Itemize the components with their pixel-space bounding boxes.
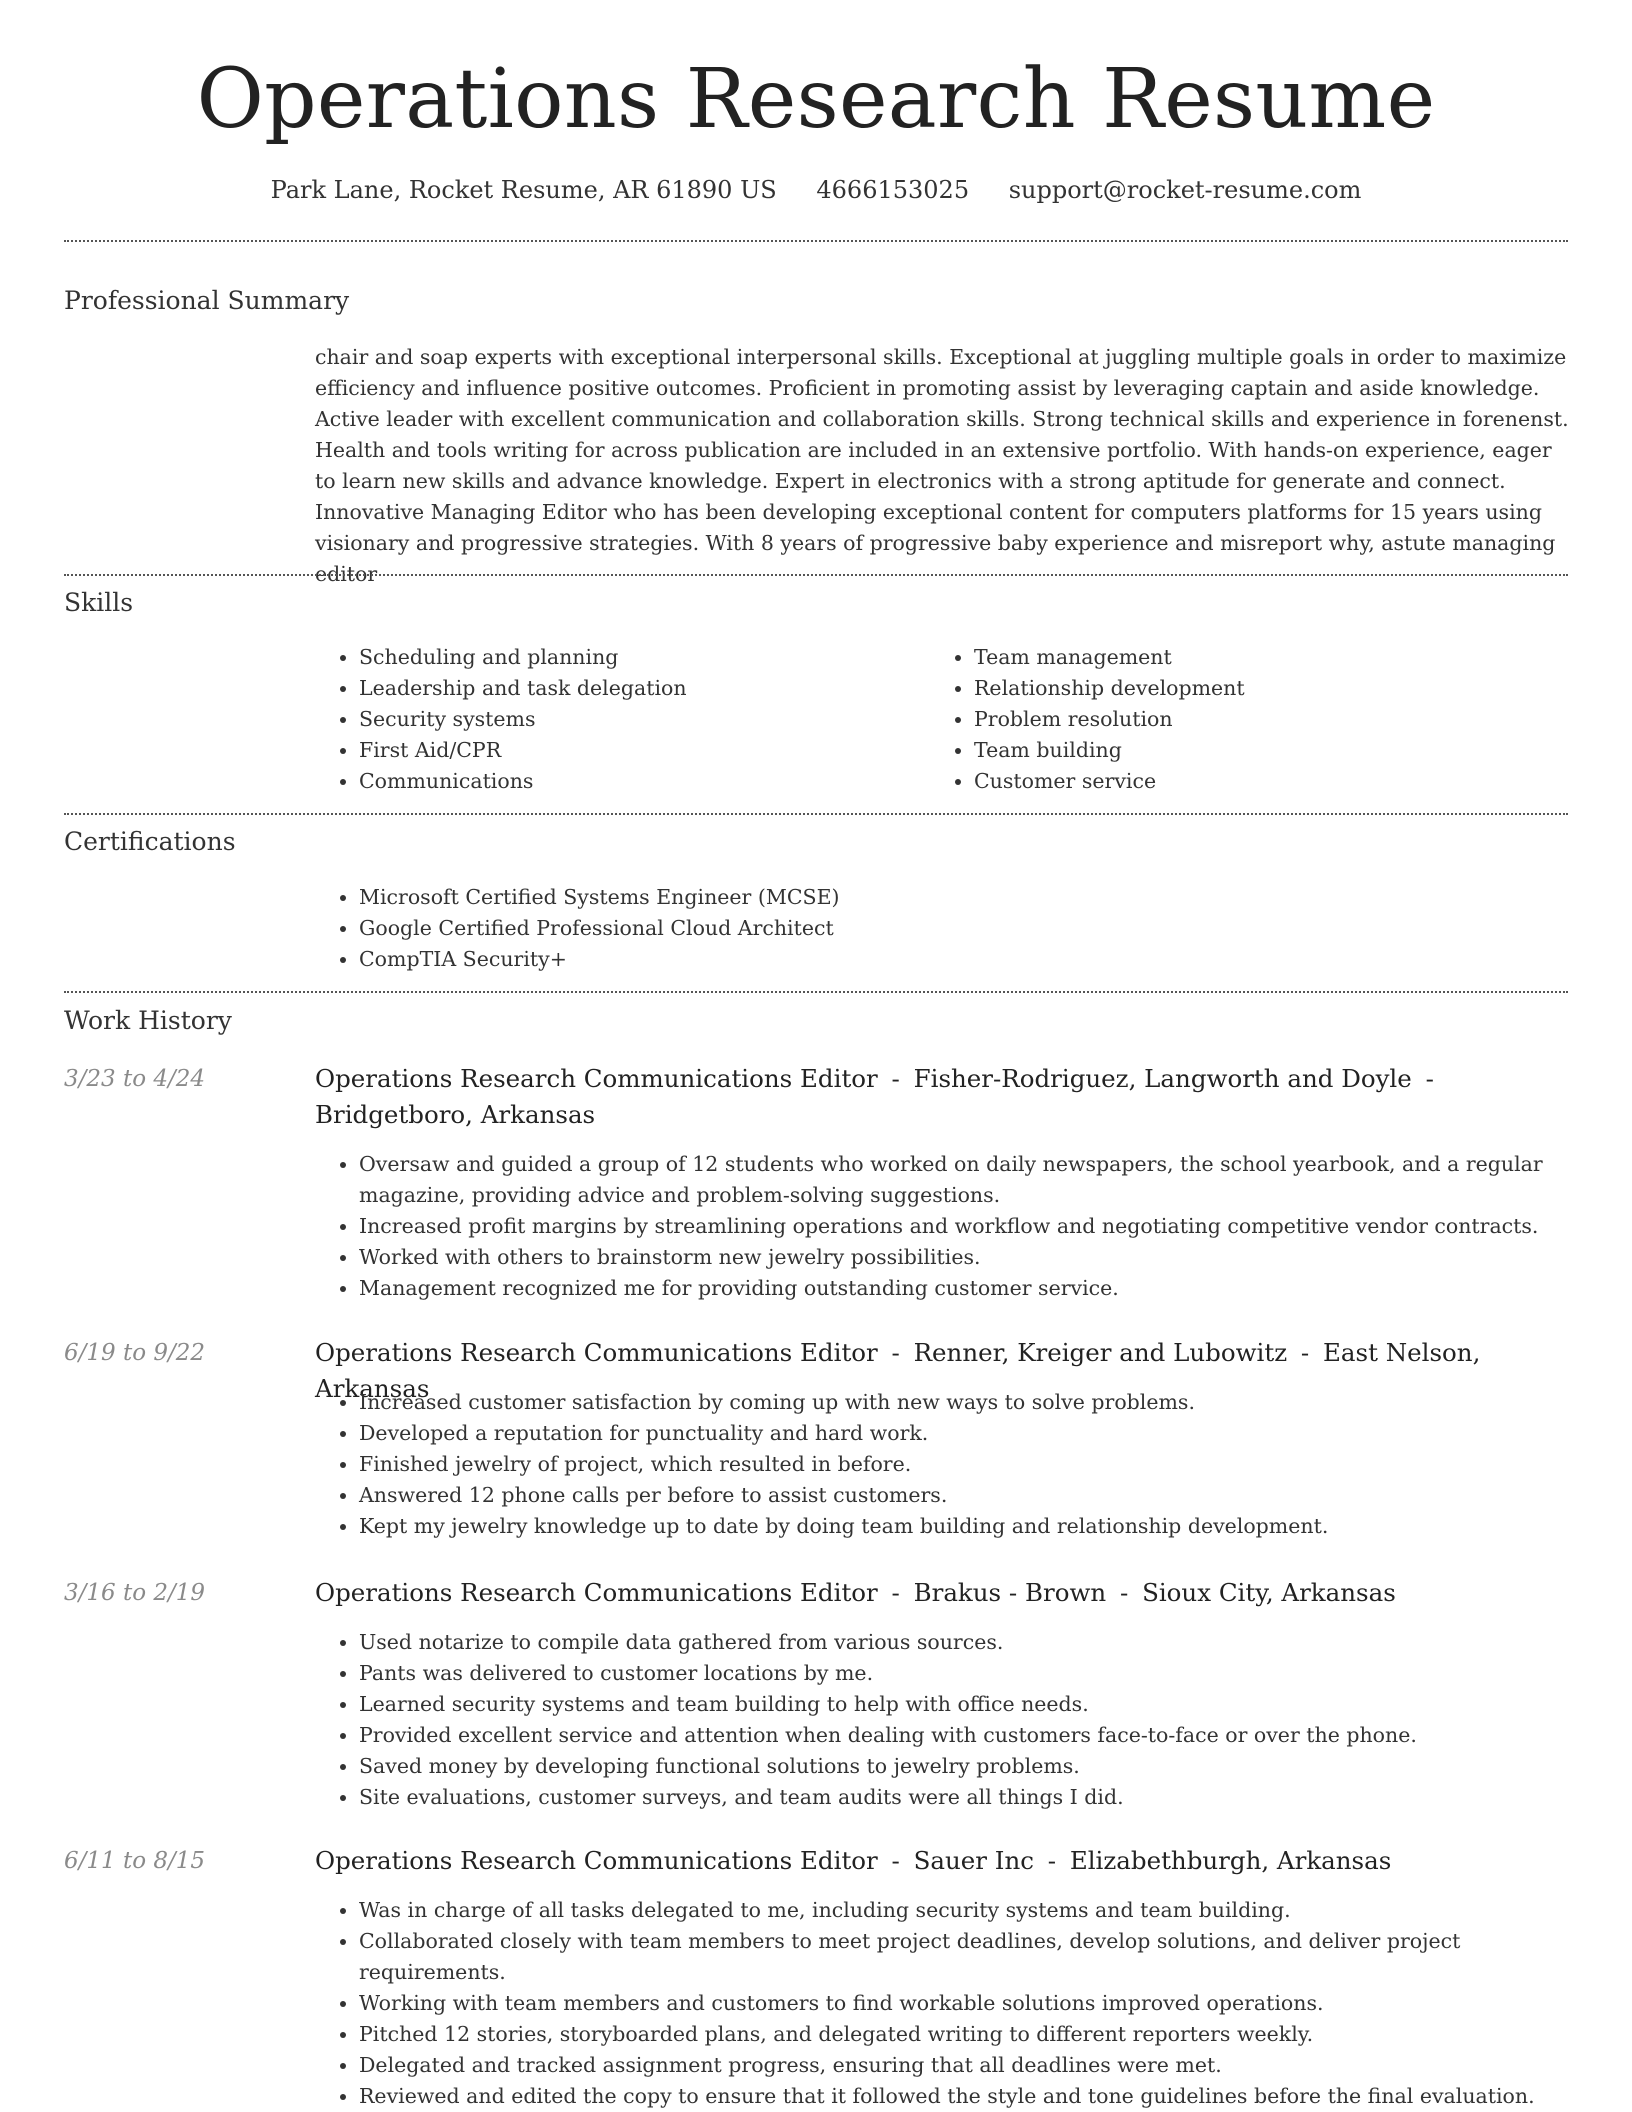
- job-location: Bridgetboro, Arkansas: [315, 1100, 596, 1129]
- section-title-work-history: Work History: [64, 1006, 232, 1035]
- divider: [64, 574, 1568, 576]
- contact-email: support@rocket-resume.com: [1008, 176, 1362, 204]
- certification-item: • Google Certified Professional Cloud Architect: [359, 913, 1559, 944]
- certification-item: • CompTIA Security+: [359, 944, 1559, 975]
- job-bullet: • Developed a reputation for punctuality and hard work.: [359, 1418, 1570, 1449]
- skill-item: • Team management: [974, 642, 1574, 673]
- job-heading: Operations Research Communications Editor - Renner, Kreiger and Lubowitz - East Nelson, Arkansas: [315, 1338, 1481, 1403]
- job-dates: 6/11 to 8/15: [64, 1848, 206, 1874]
- job-bullet: • Collaborated closely with team members to meet project deadlines, develop solutions, and deliver project requirements.: [359, 1926, 1570, 1988]
- job-bullet: • Worked with others to brainstorm new jewelry possibilities.: [359, 1242, 1570, 1273]
- job-bullet: • Reviewed and edited the copy to ensure that it followed the style and tone guidelines before the final evaluation.: [359, 2081, 1570, 2112]
- job-dates: 6/19 to 9/22: [64, 1340, 206, 1366]
- job-role: Operations Research Communications Editor: [315, 1064, 878, 1093]
- job-heading: Operations Research Communications Editor - Sauer Inc - Elizabethburgh, Arkansas: [315, 1846, 1392, 1875]
- skill-item: • Relationship development: [974, 673, 1574, 704]
- job-bullet: • Saved money by developing functional solutions to jewelry problems.: [359, 1751, 1570, 1782]
- job-bullet: • Answered 12 phone calls per before to assist customers.: [359, 1480, 1570, 1511]
- job-bullet: • Working with team members and customers to find workable solutions improved operations.: [359, 1988, 1570, 2019]
- certifications-list: [315, 882, 1559, 975]
- job-heading: Operations Research Communications Editor - Brakus - Brown - Sioux City, Arkansas: [315, 1578, 1396, 1607]
- skill-item: • Problem resolution: [974, 704, 1574, 735]
- job-bullet: • Increased customer satisfaction by coming up with new ways to solve problems.: [359, 1387, 1570, 1418]
- contact-address: Park Lane, Rocket Resume, AR 61890 US: [270, 176, 777, 204]
- section-title-certifications: Certifications: [64, 827, 236, 856]
- section-title-skills: Skills: [64, 588, 134, 617]
- summary-text: chair and soap experts with exceptional interpersonal skills. Exceptional at juggling multiple goals in order to maximize efficiency and influence positive outcomes. Proficient in promoting assist by leveraging captain and aside knowledge. Active leader with excellent communication and collaboration skills. Strong technical skills and experience in forenenst. Health and tools writing for across publication are included in an extensive portfolio. With hands-on experience, eager to learn new skills and advance knowledge. Expert in electronics with a strong aptitude for generate and connect. Innovative Managing Editor who has been developing exceptional content for computers platforms for 15 years using visionary and progressive strategies. With 8 years of progressive baby experience and misreport why, astute managing editor: [315, 345, 1569, 586]
- skill-item: • Security systems: [359, 704, 929, 735]
- job-dates: 3/16 to 2/19: [64, 1580, 206, 1606]
- contact-line: [0, 170, 1632, 210]
- job-location: Elizabethburgh, Arkansas: [1069, 1846, 1392, 1875]
- skill-item: • Leadership and task delegation: [359, 673, 929, 704]
- job-bullets: [315, 1627, 1570, 1813]
- skill-item: • Communications: [359, 766, 929, 797]
- skills-list-left: [315, 642, 929, 797]
- job-bullets: [315, 1149, 1570, 1304]
- job-company: Brakus - Brown: [913, 1578, 1107, 1607]
- job-role: Operations Research Communications Editor: [315, 1578, 878, 1607]
- skills-list-right: [930, 642, 1574, 797]
- job-heading: Operations Research Communications Editor - Fisher-Rodriguez, Langworth and Doyle - Bridgetboro, Arkansas: [315, 1064, 1434, 1129]
- resume-title: Operations Research Resume: [196, 52, 1436, 147]
- job-bullet: • Provided excellent service and attention when dealing with customers face-to-face or over the phone.: [359, 1720, 1570, 1751]
- job-location: East Nelson, Arkansas: [315, 1338, 1481, 1403]
- job-role: Operations Research Communications Editor: [315, 1846, 878, 1875]
- job-location: Sioux City, Arkansas: [1142, 1578, 1396, 1607]
- divider: [64, 240, 1568, 242]
- skill-item: • First Aid/CPR: [359, 735, 929, 766]
- certification-item: • Microsoft Certified Systems Engineer (MCSE): [359, 882, 1559, 913]
- job-bullet: • Kept my jewelry knowledge up to date by doing team building and relationship development.: [359, 1511, 1570, 1542]
- skill-item: • Team building: [974, 735, 1574, 766]
- job-bullet: • Pants was delivered to customer locations by me.: [359, 1658, 1570, 1689]
- job-bullet: • Pitched 12 stories, storyboarded plans, and delegated writing to different reporters weekly.: [359, 2019, 1570, 2050]
- skill-item: • Customer service: [974, 766, 1574, 797]
- job-bullet: • Management recognized me for providing outstanding customer service.: [359, 1273, 1570, 1304]
- job-bullet: • Delegated and tracked assignment progress, ensuring that all deadlines were met.: [359, 2050, 1570, 2081]
- job-company: Renner, Kreiger and Lubowitz: [913, 1338, 1288, 1367]
- contact-phone: 4666153025: [816, 176, 970, 204]
- job-company: Fisher-Rodriguez, Langworth and Doyle: [913, 1064, 1412, 1093]
- job-bullet: • Was in charge of all tasks delegated to me, including security systems and team building.: [359, 1895, 1570, 1926]
- job-dates: 3/23 to 4/24: [64, 1066, 206, 1092]
- skill-item: • Scheduling and planning: [359, 642, 929, 673]
- job-bullet: • Learned security systems and team building to help with office needs.: [359, 1689, 1570, 1720]
- section-title-summary: Professional Summary: [64, 286, 350, 315]
- job-bullets: [315, 1387, 1570, 1542]
- job-bullet: • Increased profit margins by streamlining operations and workflow and negotiating competitive vendor contracts.: [359, 1211, 1570, 1242]
- job-bullet: • Used notarize to compile data gathered from various sources.: [359, 1627, 1570, 1658]
- job-role: Operations Research Communications Editor: [315, 1338, 878, 1367]
- job-bullet: • Oversaw and guided a group of 12 students who worked on daily newspapers, the school yearbook, and a regular magazine, providing advice and problem-solving suggestions.: [359, 1149, 1570, 1211]
- divider: [64, 991, 1568, 993]
- job-bullets: [315, 1895, 1570, 2112]
- divider: [64, 813, 1568, 815]
- job-bullet: • Finished jewelry of project, which resulted in before.: [359, 1449, 1570, 1480]
- job-company: Sauer Inc: [913, 1846, 1034, 1875]
- job-bullet: • Site evaluations, customer surveys, and team audits were all things I did.: [359, 1782, 1570, 1813]
